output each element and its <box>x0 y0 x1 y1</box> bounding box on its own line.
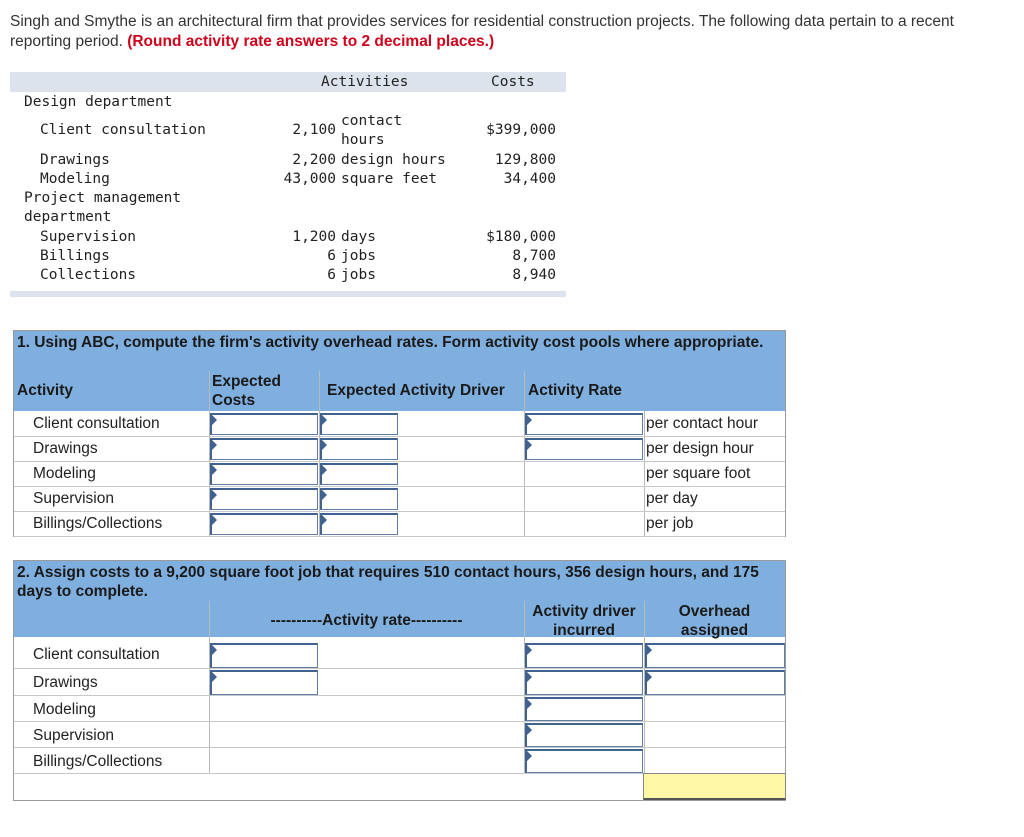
intro-text: Singh and Smythe is an architectural firm that provides services for residential construction projects. The following data pertain to a recent reporting period. <box>10 13 954 50</box>
problem-intro <box>10 12 1010 52</box>
row-divider <box>14 511 785 512</box>
p2-driver-input-client-consultation[interactable] <box>525 643 643 668</box>
p1-row-billings-collections: Billings/Collections <box>33 515 163 532</box>
row-divider <box>14 668 785 669</box>
rounding-instruction: (Round activity rate answers to 2 decimal places.) <box>127 33 495 50</box>
col-activity: Activity <box>17 382 73 399</box>
expected-driver-input-modeling[interactable] <box>320 463 398 485</box>
p2-driver-input-modeling[interactable] <box>525 697 643 721</box>
p2-overhead-input-drawings[interactable] <box>645 670 785 695</box>
unit-per-day: per day <box>646 490 698 507</box>
client-consultation-label: Client consultation <box>40 122 206 138</box>
p2-rate-input-client-consultation[interactable] <box>210 643 318 668</box>
client-consultation-cost: $399,000 <box>486 122 556 138</box>
unit-per-square-foot: per square foot <box>646 465 751 482</box>
collections-qty: 6 <box>327 267 336 283</box>
billings-unit: jobs <box>341 248 376 264</box>
expected-driver-input-billings-collections[interactable] <box>320 513 398 535</box>
header-costs: Costs <box>491 74 535 90</box>
p1-row-supervision: Supervision <box>33 490 114 507</box>
p2-row-drawings: Drawings <box>33 674 98 691</box>
pm-department-label-2: department <box>24 209 112 225</box>
modeling-unit: square feet <box>341 171 438 187</box>
expected-costs-input-supervision[interactable] <box>210 488 318 510</box>
col-activity-rate-span: ----------Activity rate---------- <box>270 612 463 629</box>
collections-label: Collections <box>40 267 137 283</box>
expected-driver-input-supervision[interactable] <box>320 488 398 510</box>
activity-rate-input-drawings[interactable] <box>525 438 643 460</box>
modeling-label: Modeling <box>40 171 110 187</box>
drawings-qty: 2,200 <box>292 152 336 168</box>
divider <box>644 601 645 801</box>
supervision-cost: $180,000 <box>486 229 556 245</box>
row-divider <box>14 461 785 462</box>
p2-row-supervision: Supervision <box>33 727 114 744</box>
p1-row-modeling: Modeling <box>33 465 96 482</box>
header-activities: Activities <box>321 74 409 90</box>
expected-costs-input-modeling[interactable] <box>210 463 318 485</box>
unit-per-job: per job <box>646 515 694 532</box>
unit-per-contact-hour: per contact hour <box>646 415 759 432</box>
row-divider <box>14 436 785 437</box>
billings-label: Billings <box>40 248 110 264</box>
expected-costs-input-billings-collections[interactable] <box>210 513 318 535</box>
pm-department-label-1: Project management <box>24 190 182 206</box>
col-activity-rate: Activity Rate <box>528 382 622 399</box>
modeling-qty: 43,000 <box>283 171 336 187</box>
collections-unit: jobs <box>341 267 376 283</box>
divider <box>644 411 645 537</box>
p2-driver-input-billings-collections[interactable] <box>525 749 643 773</box>
expected-driver-input-client-consultation[interactable] <box>320 413 398 435</box>
part2-question: 2. Assign costs to a 9,200 square foot job that requires 510 contact hours, 356 design hours, and 175 days to complete. <box>17 564 759 600</box>
collections-cost: 8,940 <box>512 267 556 283</box>
cost-assignment-grid <box>13 560 786 801</box>
design-department-label: Design department <box>24 94 173 110</box>
activity-rates-grid <box>13 330 786 537</box>
p2-rate-input-drawings[interactable] <box>210 670 318 695</box>
p2-driver-input-drawings[interactable] <box>525 670 643 695</box>
row-divider <box>14 721 785 722</box>
row-divider <box>14 747 785 748</box>
billings-qty: 6 <box>327 248 336 264</box>
table-footer-bar <box>10 291 566 297</box>
client-consultation-unit-2: hours <box>341 132 385 148</box>
p1-row-client-consultation: Client consultation <box>33 415 160 432</box>
col-expected-costs-1: Expected <box>212 373 281 390</box>
unit-per-design-hour: per design hour <box>646 440 754 457</box>
drawings-label: Drawings <box>40 152 110 168</box>
drawings-cost: 129,800 <box>494 152 556 168</box>
client-consultation-qty: 2,100 <box>292 122 336 138</box>
part1-question: 1. Using ABC, compute the firm's activity overhead rates. Form activity cost pools where appropriate. <box>17 334 764 351</box>
supervision-unit: days <box>341 229 376 245</box>
p2-driver-input-supervision[interactable] <box>525 723 643 747</box>
billings-cost: 8,700 <box>512 248 556 264</box>
expected-costs-input-client-consultation[interactable] <box>210 413 318 435</box>
col-overhead-assigned-1: Overhead <box>678 603 751 620</box>
col-driver-incurred-1: Activity driver <box>532 603 636 620</box>
row-divider <box>14 536 785 537</box>
p2-row-client-consultation: Client consultation <box>33 646 160 663</box>
col-driver-incurred-2: incurred <box>552 622 615 639</box>
p2-row-billings-collections: Billings/Collections <box>33 753 163 770</box>
col-expected-driver: Expected Activity Driver <box>327 382 505 399</box>
client-consultation-unit-1: contact <box>341 113 403 129</box>
p1-row-drawings: Drawings <box>33 440 98 457</box>
p2-row-modeling: Modeling <box>33 701 96 718</box>
col-expected-costs-2: Costs <box>212 392 256 409</box>
overhead-total-input[interactable] <box>643 773 786 800</box>
table-header-bar <box>10 72 566 92</box>
expected-driver-input-drawings[interactable] <box>320 438 398 460</box>
supervision-qty: 1,200 <box>292 229 336 245</box>
modeling-cost: 34,400 <box>503 171 556 187</box>
row-divider <box>14 486 785 487</box>
expected-costs-input-drawings[interactable] <box>210 438 318 460</box>
supervision-label: Supervision <box>40 229 137 245</box>
p2-overhead-input-client-consultation[interactable] <box>645 643 785 668</box>
row-divider <box>14 695 785 696</box>
drawings-unit: design hours <box>341 152 446 168</box>
activity-rate-input-client-consultation[interactable] <box>525 413 643 435</box>
col-overhead-assigned-2: assigned <box>680 622 749 639</box>
activity-data-table <box>10 72 566 298</box>
